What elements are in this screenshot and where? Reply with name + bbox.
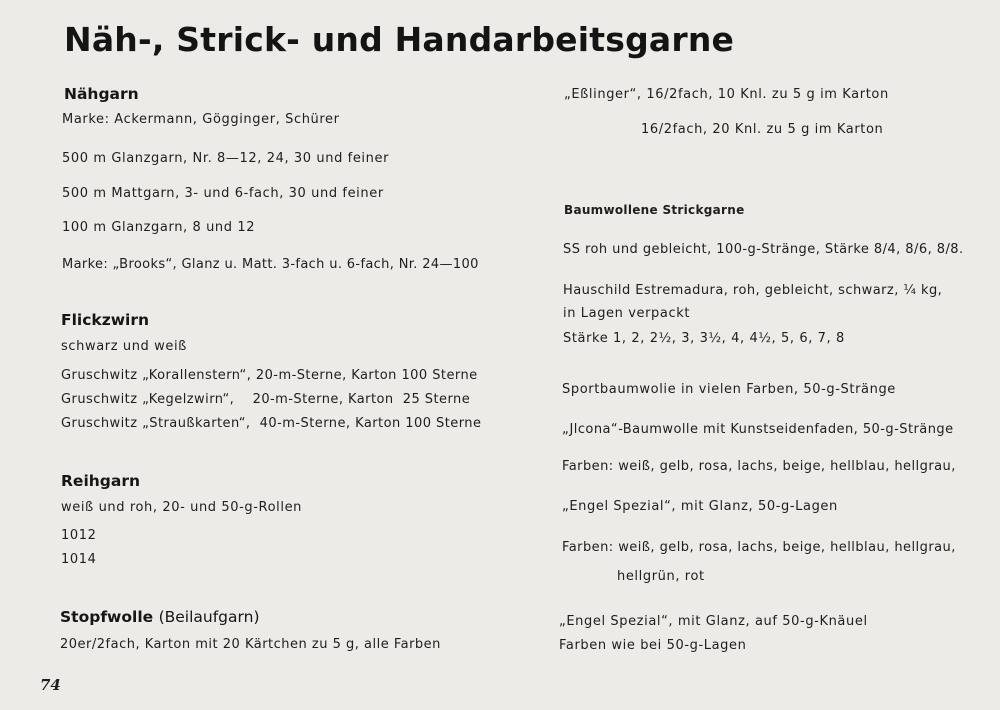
text-line: Gruschwitz „Straußkarten“, 40-m-Sterne, Karton 100 Sterne	[61, 416, 482, 431]
text-line: hellgrün, rot	[617, 569, 705, 584]
text-line: 16/2fach, 20 Knl. zu 5 g im Karton	[641, 122, 884, 137]
text-line: schwarz und weiß	[61, 339, 187, 354]
text-line: SS roh und gebleicht, 100-g-Stränge, Stärke 8/4, 8/6, 8/8.	[563, 242, 964, 257]
text-line: Stärke 1, 2, 2½, 3, 3½, 4, 4½, 5, 6, 7, 8	[563, 331, 845, 346]
text-line: 1014	[61, 552, 97, 567]
text-line: Farben: weiß, gelb, rosa, lachs, beige, hellblau, hellgrau,	[562, 540, 956, 555]
text-line: „Engel Spezial“, mit Glanz, auf 50-g-Knäuel	[559, 614, 868, 629]
section-heading-reihgarn: Reihgarn	[61, 472, 141, 490]
text-line: Hauschild Estremadura, roh, gebleicht, schwarz, ¼ kg,	[563, 283, 943, 298]
section-heading-stopfwolle	[60, 608, 260, 626]
stopfwolle-heading-bold: Stopfwolle	[60, 608, 154, 626]
text-line: Sportbaumwolie in vielen Farben, 50-g-Stränge	[562, 382, 896, 397]
text-line: Farben wie bei 50-g-Lagen	[559, 638, 747, 653]
text-line: 100 m Glanzgarn, 8 und 12	[62, 220, 256, 235]
stopfwolle-heading-note: (Beilaufgarn)	[158, 608, 260, 626]
text-line: 20er/2fach, Karton mit 20 Kärtchen zu 5 g, alle Farben	[60, 637, 441, 652]
text-line: „Engel Spezial“, mit Glanz, 50-g-Lagen	[562, 499, 838, 514]
text-line: in Lagen verpackt	[563, 306, 691, 321]
text-line: Gruschwitz „Korallenstern“, 20-m-Sterne, Karton 100 Sterne	[61, 368, 478, 383]
section-heading-flickzwirn: Flickzwirn	[61, 311, 150, 329]
text-line: „Eßlinger“, 16/2fach, 10 Knl. zu 5 g im Karton	[564, 87, 889, 102]
text-line: Marke: „Brooks“, Glanz u. Matt. 3-fach u. 6-fach, Nr. 24—100	[62, 257, 479, 272]
text-line: „Jlcona“-Baumwolle mit Kunstseidenfaden, 50-g-Stränge	[562, 422, 954, 437]
text-line: 500 m Mattgarn, 3- und 6-fach, 30 und feiner	[62, 186, 384, 201]
section-heading-baumwolle: Baumwollene Strickgarne	[564, 203, 745, 217]
text-line: weiß und roh, 20- und 50-g-Rollen	[61, 500, 303, 515]
text-line: 500 m Glanzgarn, Nr. 8—12, 24, 30 und feiner	[62, 151, 390, 166]
text-line: Marke: Ackermann, Gögginger, Schürer	[62, 112, 340, 127]
section-heading-naehgarn: Nähgarn	[64, 85, 139, 103]
text-line: 1012	[61, 528, 97, 543]
text-line: Gruschwitz „Kegelzwirn“, 20-m-Sterne, Karton 25 Sterne	[61, 392, 471, 407]
page-number: 74	[40, 676, 61, 694]
page-title: Näh-, Strick- und Handarbeitsgarne	[64, 20, 735, 59]
text-line: Farben: weiß, gelb, rosa, lachs, beige, hellblau, hellgrau,	[562, 459, 956, 474]
